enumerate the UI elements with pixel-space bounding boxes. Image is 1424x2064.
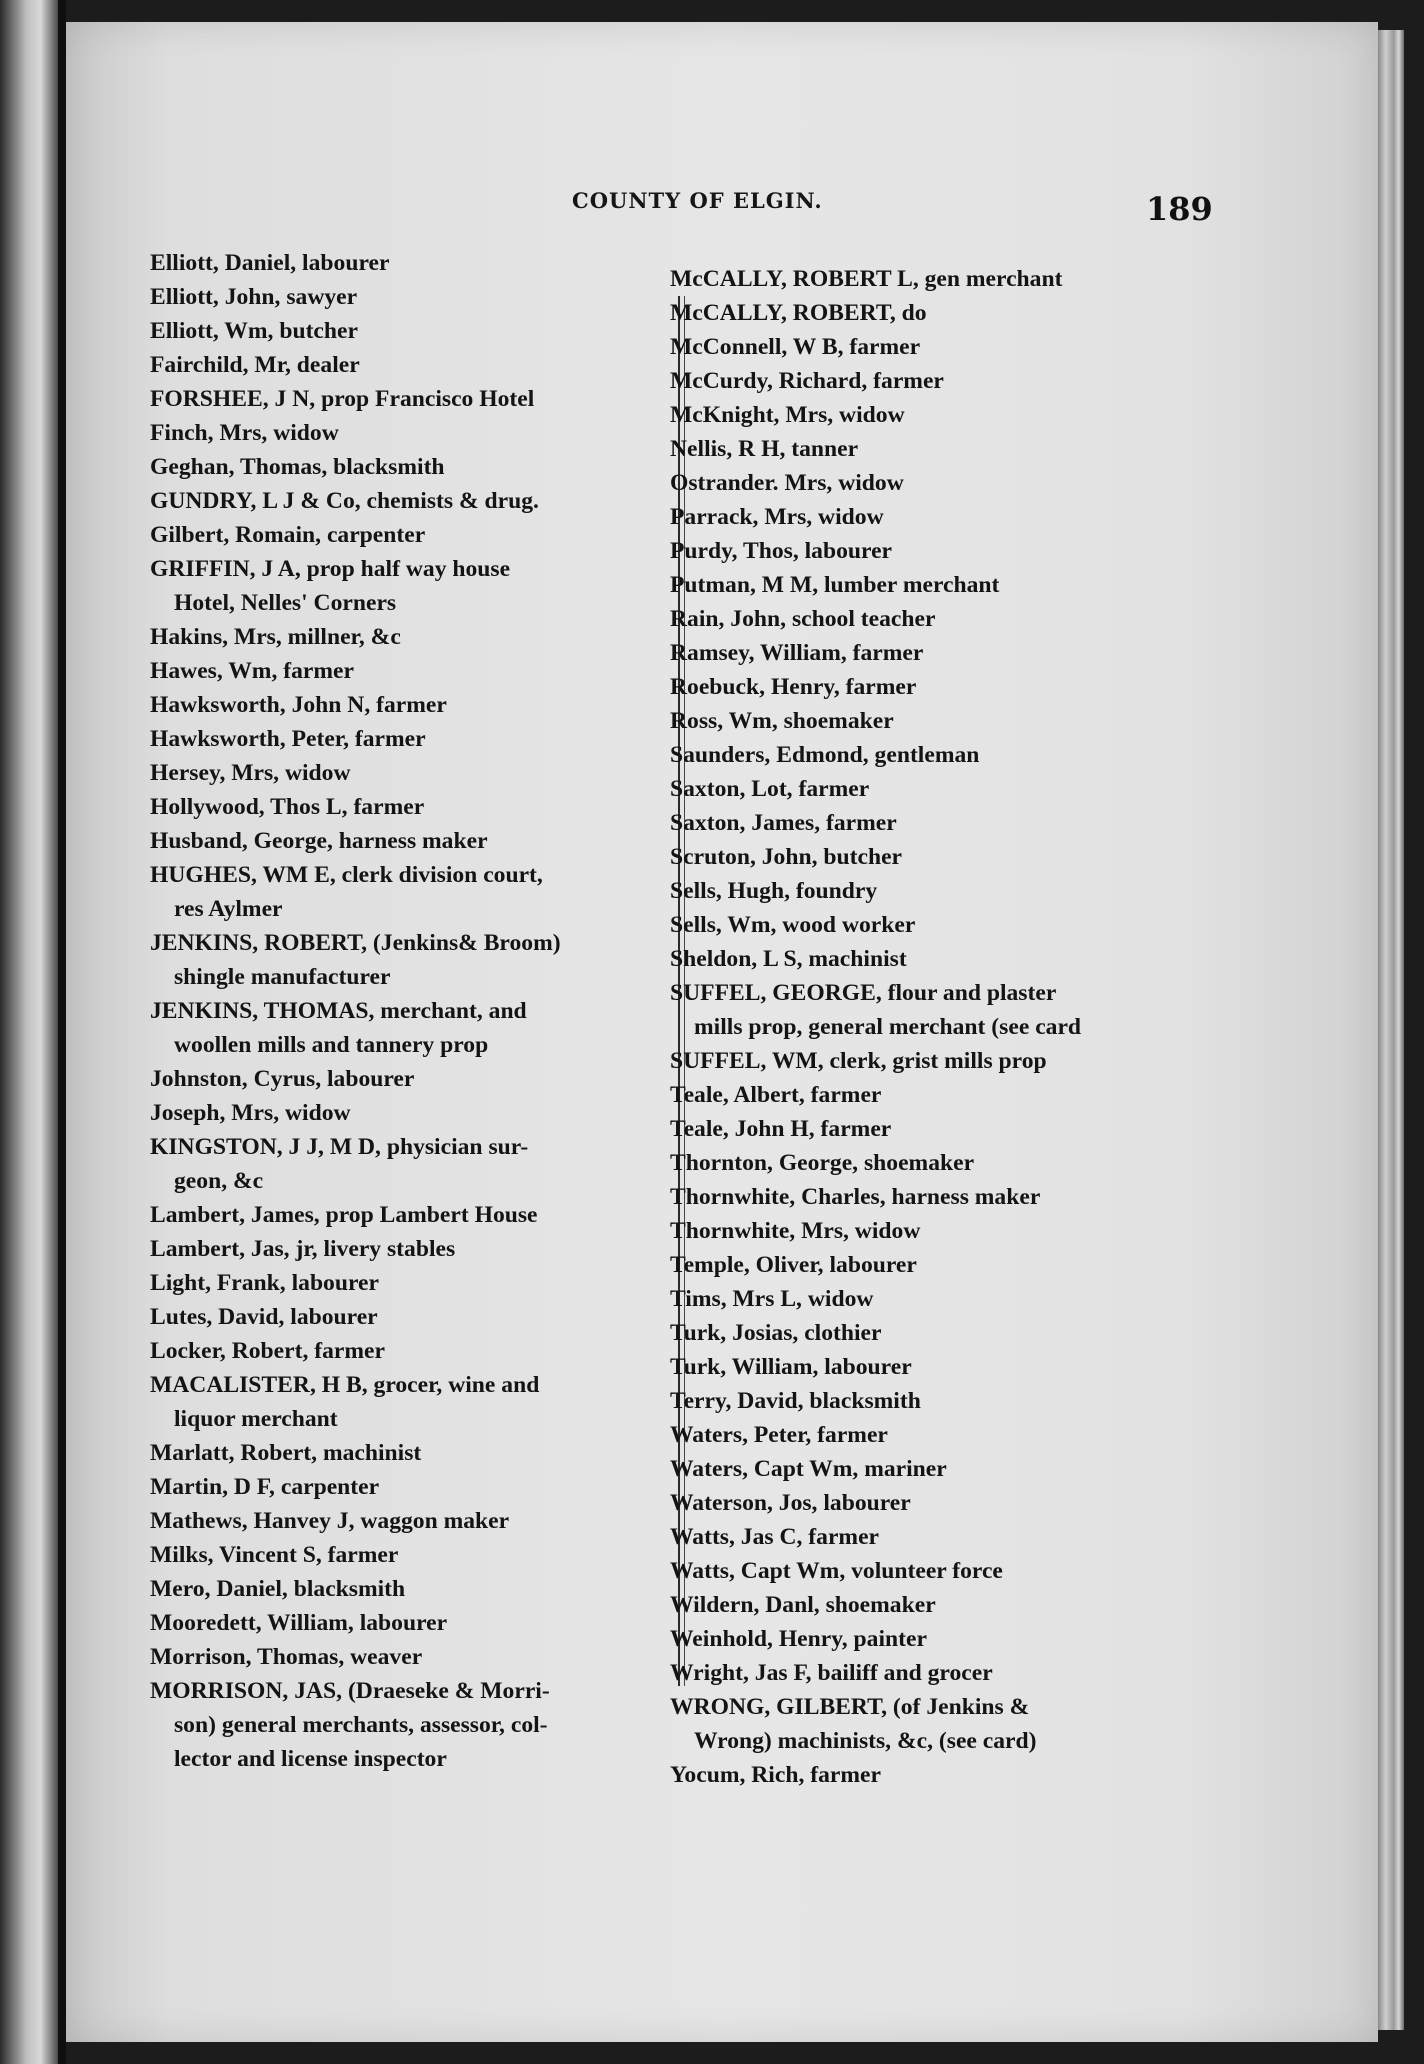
directory-entry: GRIFFIN, J A, prop half way house xyxy=(150,556,511,582)
directory-entry: Watts, Jas C, farmer xyxy=(670,1524,880,1550)
directory-entry: Johnston, Cyrus, labourer xyxy=(150,1066,415,1092)
page-number: 189 xyxy=(1146,190,1213,228)
directory-entry: Saxton, Lot, farmer xyxy=(670,776,870,802)
directory-entry: Milks, Vincent S, farmer xyxy=(150,1542,399,1568)
directory-entry: SUFFEL, WM, clerk, grist mills prop xyxy=(670,1048,1047,1074)
directory-entry: McKnight, Mrs, widow xyxy=(670,402,905,428)
directory-entry: Hawes, Wm, farmer xyxy=(150,658,354,684)
directory-entry: Lambert, Jas, jr, livery stables xyxy=(150,1236,456,1262)
directory-entry: Lambert, James, prop Lambert House xyxy=(150,1202,538,1228)
directory-entry: Lutes, David, labourer xyxy=(150,1304,378,1330)
directory-entry-continuation: woollen mills and tannery prop xyxy=(174,1032,489,1058)
directory-entry: Elliott, Wm, butcher xyxy=(150,318,358,344)
directory-entry: Nellis, R H, tanner xyxy=(670,436,859,462)
directory-entry: Hakins, Mrs, millner, &c xyxy=(150,624,401,650)
directory-entry: Scruton, John, butcher xyxy=(670,844,903,870)
directory-entry-continuation: res Aylmer xyxy=(174,896,283,922)
directory-entry: Thornwhite, Charles, harness maker xyxy=(670,1184,1041,1210)
directory-entry: Martin, D F, carpenter xyxy=(150,1474,380,1500)
running-title: COUNTY OF ELGIN. xyxy=(572,188,823,213)
directory-entry: MACALISTER, H B, grocer, wine and xyxy=(150,1372,540,1398)
directory-entry: Sheldon, L S, machinist xyxy=(670,946,907,972)
directory-entry: FORSHEE, J N, prop Francisco Hotel xyxy=(150,386,535,412)
directory-entry: Parrack, Mrs, widow xyxy=(670,504,884,530)
directory-entry: JENKINS, THOMAS, merchant, and xyxy=(150,998,527,1024)
directory-entry: Joseph, Mrs, widow xyxy=(150,1100,351,1126)
directory-entry: KINGSTON, J J, M D, physician sur- xyxy=(150,1134,529,1160)
directory-entry: Ostrander. Mrs, widow xyxy=(670,470,904,496)
directory-entry-continuation: liquor merchant xyxy=(174,1406,338,1432)
directory-entry: Sells, Hugh, foundry xyxy=(670,878,878,904)
directory-entry: Morrison, Thomas, weaver xyxy=(150,1644,423,1670)
directory-entry: Waters, Peter, farmer xyxy=(670,1422,888,1448)
directory-entry: Light, Frank, labourer xyxy=(150,1270,379,1296)
directory-entry: Mero, Daniel, blacksmith xyxy=(150,1576,406,1602)
directory-entry: Teale, John H, farmer xyxy=(670,1116,892,1142)
directory-entry: Turk, William, labourer xyxy=(670,1354,912,1380)
directory-entry: Fairchild, Mr, dealer xyxy=(150,352,360,378)
directory-entry: MORRISON, JAS, (Draeseke & Morri- xyxy=(150,1678,550,1704)
directory-entry: GUNDRY, L J & Co, chemists & drug. xyxy=(150,488,539,514)
directory-entry: Thornwhite, Mrs, widow xyxy=(670,1218,921,1244)
directory-column-right xyxy=(670,262,1190,1792)
directory-column-left xyxy=(150,246,680,1776)
directory-entry: Saxton, James, farmer xyxy=(670,810,897,836)
book-gutter xyxy=(58,0,66,2064)
directory-entry: Watts, Capt Wm, volunteer force xyxy=(670,1558,1003,1584)
directory-entry: Hawksworth, Peter, farmer xyxy=(150,726,426,752)
directory-entry: Purdy, Thos, labourer xyxy=(670,538,893,564)
directory-entry-continuation: geon, &c xyxy=(174,1168,264,1194)
directory-entry: Hawksworth, John N, farmer xyxy=(150,692,447,718)
directory-entry-continuation: son) general merchants, assessor, col- xyxy=(174,1712,548,1738)
directory-entry: Sells, Wm, wood worker xyxy=(670,912,916,938)
directory-entry: Locker, Robert, farmer xyxy=(150,1338,385,1364)
directory-entry: Turk, Josias, clothier xyxy=(670,1320,882,1346)
directory-entry: Geghan, Thomas, blacksmith xyxy=(150,454,445,480)
directory-entry-continuation: mills prop, general merchant (see card xyxy=(694,1014,1082,1040)
directory-entry: Mooredett, William, labourer xyxy=(150,1610,448,1636)
directory-entry: Saunders, Edmond, gentleman xyxy=(670,742,980,768)
directory-entry: Terry, David, blacksmith xyxy=(670,1388,921,1414)
directory-entry: Ramsey, William, farmer xyxy=(670,640,924,666)
directory-entry: Rain, John, school teacher xyxy=(670,606,936,632)
directory-entry: Waterson, Jos, labourer xyxy=(670,1490,911,1516)
directory-entry: Wright, Jas F, bailiff and grocer xyxy=(670,1660,993,1686)
directory-entry: Husband, George, harness maker xyxy=(150,828,488,854)
directory-entry: Waters, Capt Wm, mariner xyxy=(670,1456,947,1482)
directory-entry: Tims, Mrs L, widow xyxy=(670,1286,874,1312)
page-stack-edge xyxy=(1378,30,1404,2030)
directory-entry: Mathews, Hanvey J, waggon maker xyxy=(150,1508,510,1534)
directory-entry: Thornton, George, shoemaker xyxy=(670,1150,975,1176)
directory-entry: McCurdy, Richard, farmer xyxy=(670,368,944,394)
directory-entry: Weinhold, Henry, painter xyxy=(670,1626,927,1652)
directory-entry: Finch, Mrs, widow xyxy=(150,420,339,446)
directory-entry: Elliott, John, sawyer xyxy=(150,284,358,310)
directory-entry: Ross, Wm, shoemaker xyxy=(670,708,894,734)
directory-entry: Teale, Albert, farmer xyxy=(670,1082,882,1108)
directory-entry: Yocum, Rich, farmer xyxy=(670,1762,881,1788)
directory-entry: McConnell, W B, farmer xyxy=(670,334,921,360)
directory-entry-continuation: Hotel, Nelles' Corners xyxy=(174,590,397,616)
directory-entry: Putman, M M, lumber merchant xyxy=(670,572,1000,598)
directory-entry: HUGHES, WM E, clerk division court, xyxy=(150,862,543,888)
directory-entry: Wildern, Danl, shoemaker xyxy=(670,1592,936,1618)
directory-entry: Roebuck, Henry, farmer xyxy=(670,674,917,700)
directory-entry: WRONG, GILBERT, (of Jenkins & xyxy=(670,1694,1030,1720)
facing-page-edge xyxy=(0,0,58,2064)
directory-entry: McCALLY, ROBERT, do xyxy=(670,300,927,326)
directory-entry-continuation: shingle manufacturer xyxy=(174,964,391,990)
directory-entry: McCALLY, ROBERT L, gen merchant xyxy=(670,266,1063,292)
directory-entry: Hollywood, Thos L, farmer xyxy=(150,794,425,820)
directory-entry: Gilbert, Romain, carpenter xyxy=(150,522,426,548)
directory-entry: Temple, Oliver, labourer xyxy=(670,1252,917,1278)
directory-entry: Marlatt, Robert, machinist xyxy=(150,1440,422,1466)
directory-entry-continuation: Wrong) machinists, &c, (see card) xyxy=(694,1728,1037,1754)
directory-entry: Elliott, Daniel, labourer xyxy=(150,250,390,276)
directory-entry: Hersey, Mrs, widow xyxy=(150,760,351,786)
directory-entry: SUFFEL, GEORGE, flour and plaster xyxy=(670,980,1057,1006)
directory-entry-continuation: lector and license inspector xyxy=(174,1746,447,1772)
directory-entry: JENKINS, ROBERT, (Jenkins& Broom) xyxy=(150,930,561,956)
